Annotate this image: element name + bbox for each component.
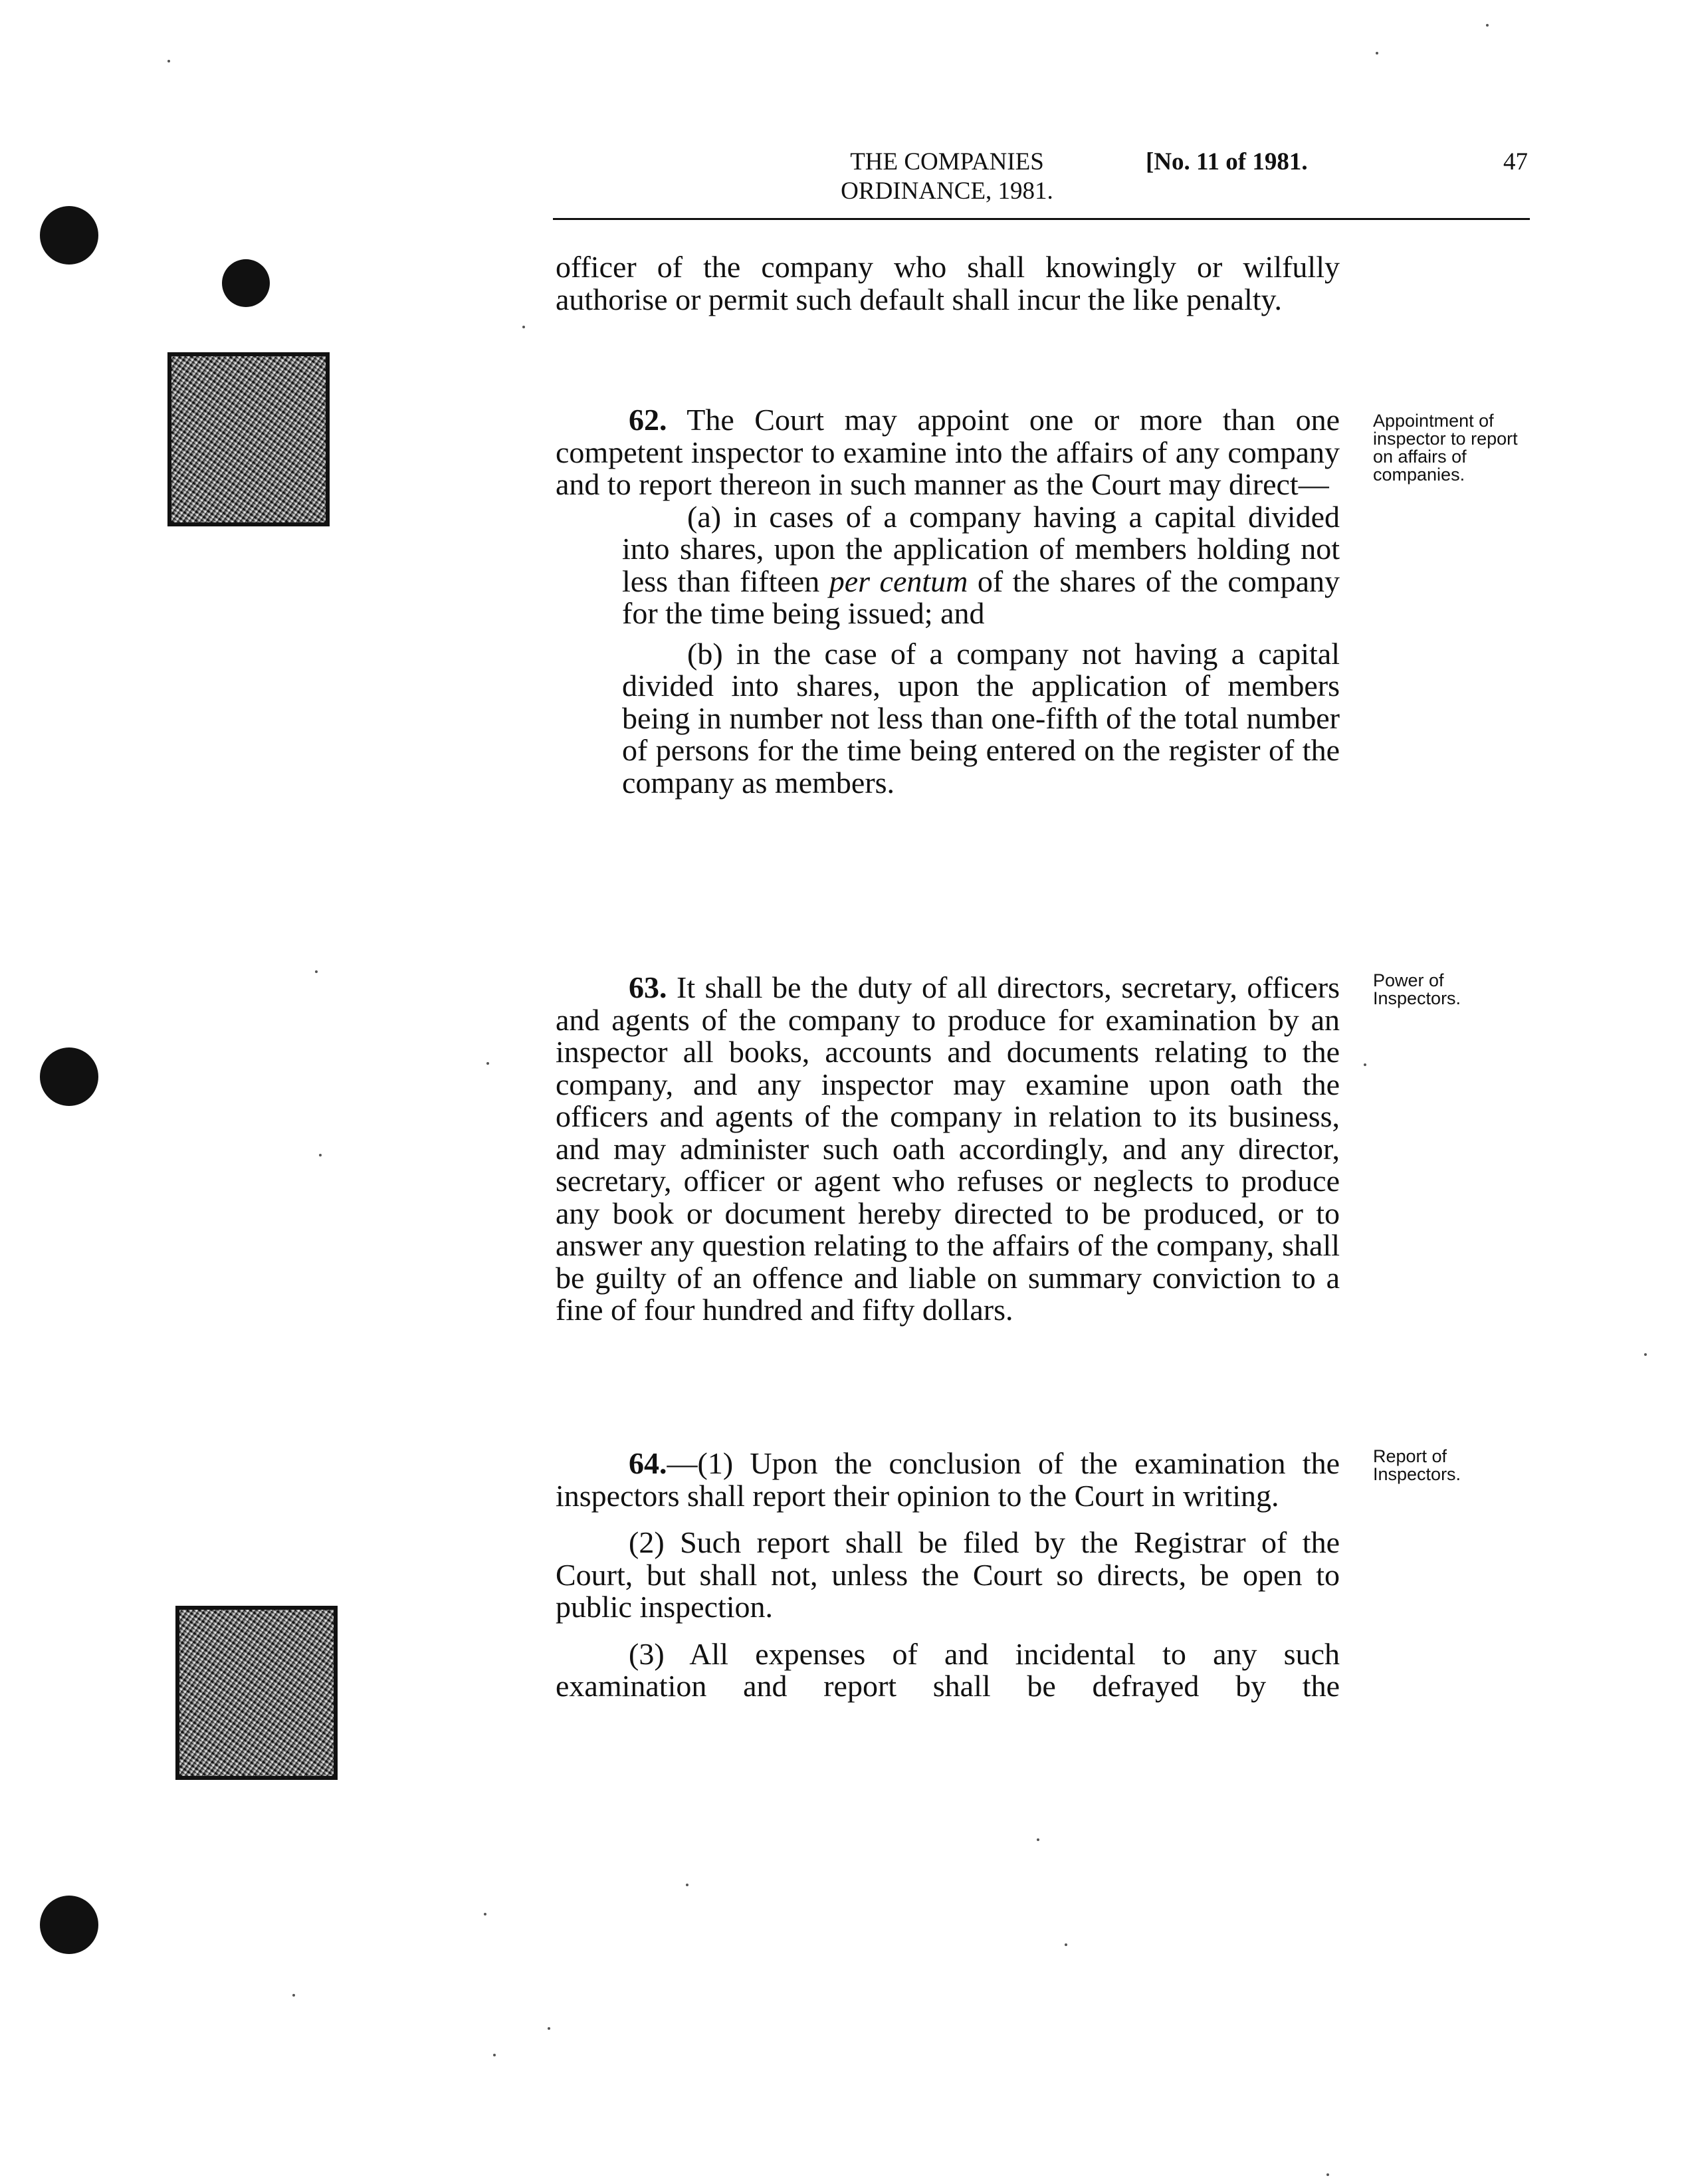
running-header [824, 148, 1070, 206]
section-63-text: It shall be the duty of all directors, secretary, officers and agents of the company to produce for examination by an inspector all books, accounts and documents relating to the company, and any inspector may examine upon oath the officers and agents of the company in relation to its business, and may administer such oath accordingly, and any director, secretary, officer or agent who refuses or neglects to produce any book or document hereby directed to be produced, or to answer any question relating to the affairs of the company, shall be guilty of an offence and liable on summary conviction to a fine of four hundred and fifty dollars. [556, 970, 1340, 1327]
section-64 [556, 1448, 1340, 1703]
section-63-margin-note: Power of Inspectors. [1373, 970, 1461, 1008]
section-62-number: 62. [629, 403, 667, 437]
header-title-line2: ORDINANCE, 1981. [841, 177, 1053, 205]
scan-speck [484, 1913, 486, 1915]
section-62 [556, 404, 1340, 799]
scan-speck [315, 970, 318, 973]
section-62-item-a-text: (a) in cases of a company having a capital divided into shares, upon the application of members holding not less than fifteen [622, 499, 1340, 598]
section-62-item-b: (b) in the case of a company not having a capital divided into shares, upon the application of members being in number not less than one-fifth of the total number of persons for the time being entered on the register of the company as members. [622, 636, 1340, 800]
scan-speck [1364, 1063, 1366, 1066]
scan-speck [1065, 1943, 1067, 1946]
scan-speck [1326, 2173, 1329, 2176]
scan-speck [522, 326, 525, 328]
scan-swatch-bottom [175, 1606, 338, 1780]
punch-hole-middle [40, 1047, 98, 1106]
section-62-item-a-italic: per centum [829, 564, 968, 598]
section-64-paragraph-1 [556, 1448, 1340, 1512]
scan-speck [493, 2054, 496, 2056]
scan-speck [167, 60, 170, 62]
header-rule [553, 218, 1530, 220]
section-62-item-a [556, 501, 1340, 630]
scan-speck [292, 1994, 295, 1997]
continuation-paragraph: officer of the company who shall knowingly or wilfully authorise or permit such default shall incur the like penalty. [556, 250, 1340, 316]
header-reference: [No. 11 of 1981. [1146, 148, 1308, 175]
section-63-number: 63. [629, 970, 667, 1004]
section-64-paragraph-2: (2) Such report shall be filed by the Registrar of the Court, but shall not, unless the Court so directs, be open to public inspection. [556, 1525, 1340, 1624]
section-64-margin-note: Report of Inspectors. [1373, 1446, 1461, 1484]
header-title-line1: THE COMPANIES [850, 148, 1044, 175]
punch-hole-bottom [40, 1896, 98, 1954]
scan-speck [1486, 24, 1489, 27]
page-number: 47 [1503, 148, 1528, 175]
scan-speck [548, 2027, 550, 2030]
punch-hole-mark [222, 259, 270, 307]
section-62-paragraph [556, 404, 1340, 501]
scan-speck [686, 1884, 688, 1886]
continuation-block [556, 251, 1340, 316]
section-62-margin-note: Appointment of inspector to report on affairs of companies. [1373, 411, 1518, 485]
section-64-paragraph-3: (3) All expenses of and incidental to any such examination and report shall be defrayed by the [556, 1636, 1340, 1703]
scan-speck [1644, 1353, 1647, 1356]
scan-speck [486, 1062, 489, 1065]
section-64-number: 64. [629, 1446, 667, 1480]
scan-swatch-top [167, 352, 330, 526]
scan-speck [1037, 1838, 1039, 1841]
punch-hole-top [40, 206, 98, 265]
scan-speck [1376, 52, 1378, 55]
section-63 [556, 972, 1340, 1327]
section-62-item-a-text-end: of the shares of the company for the time being issued; and [622, 564, 1340, 630]
section-62-text: The Court may appoint one or more than one competent inspector to examine into the affairs of any company and to report thereon in such manner as the Court may direct— [556, 403, 1340, 501]
section-63-paragraph [556, 972, 1340, 1327]
scan-speck [319, 1154, 322, 1156]
section-64-text-1: —(1) Upon the conclusion of the examination the inspectors shall report their opinion to the Court in writing. [556, 1446, 1340, 1513]
